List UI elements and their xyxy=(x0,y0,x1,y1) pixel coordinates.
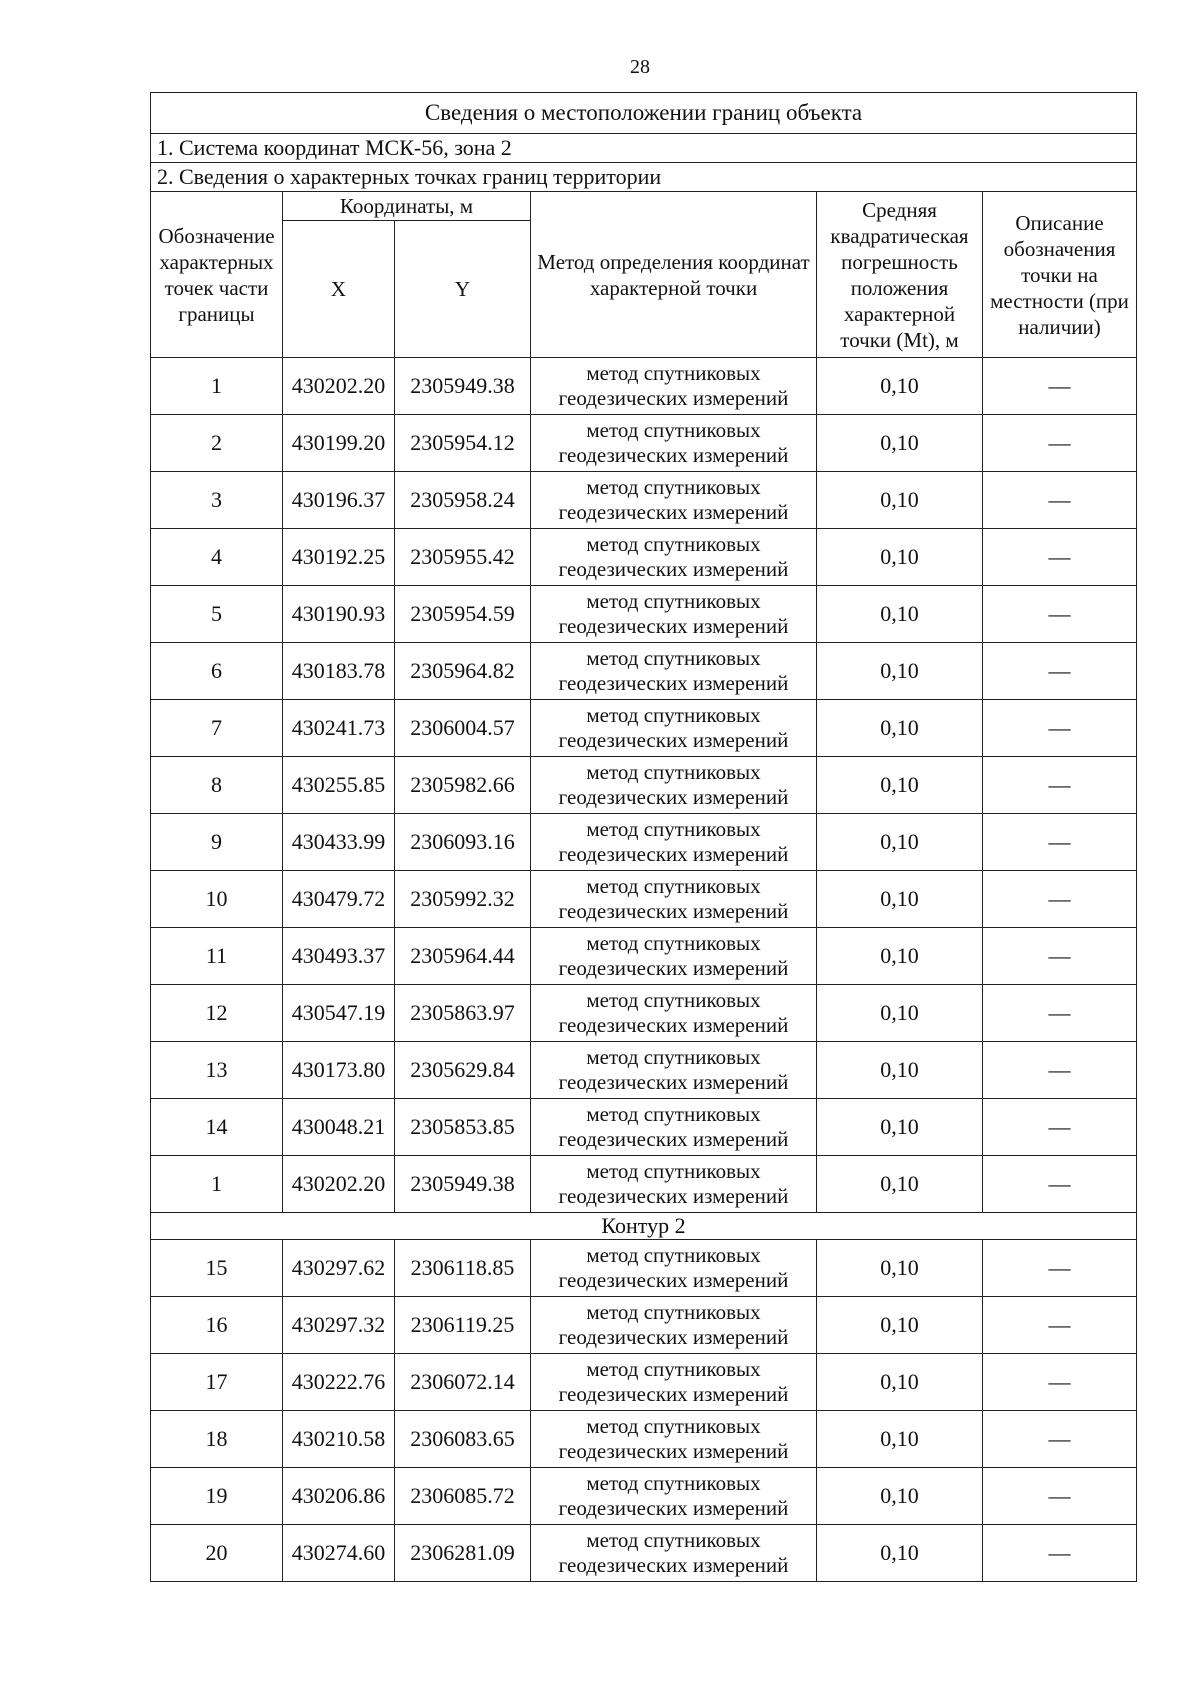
table-row xyxy=(151,1099,1137,1156)
mean-error-cell: 0,10 xyxy=(817,1354,983,1411)
table-row xyxy=(151,643,1137,700)
table-row xyxy=(151,928,1137,985)
coord-y-cell: 2305992.32 xyxy=(395,871,531,928)
point-description-cell: — xyxy=(983,643,1137,700)
point-number-cell: 18 xyxy=(151,1411,283,1468)
coord-y-cell: 2306085.72 xyxy=(395,1468,531,1525)
mean-error-cell: 0,10 xyxy=(817,643,983,700)
header-error: Средняя квадратическая погрешность положения характерной точки (Mt), м xyxy=(817,192,983,358)
mean-error-cell: 0,10 xyxy=(817,700,983,757)
method-cell: метод спутниковых геодезических измерений xyxy=(531,643,817,700)
coord-y-cell: 2305955.42 xyxy=(395,529,531,586)
point-description-cell: — xyxy=(983,1240,1137,1297)
point-description-cell: — xyxy=(983,814,1137,871)
method-cell: метод спутниковых геодезических измерений xyxy=(531,1240,817,1297)
coord-x-cell: 430433.99 xyxy=(283,814,395,871)
coord-x-cell: 430048.21 xyxy=(283,1099,395,1156)
table-row xyxy=(151,814,1137,871)
coord-y-cell: 2305949.38 xyxy=(395,1156,531,1213)
coord-y-cell: 2305964.44 xyxy=(395,928,531,985)
point-description-cell: — xyxy=(983,529,1137,586)
mean-error-cell: 0,10 xyxy=(817,415,983,472)
point-number-cell: 13 xyxy=(151,1042,283,1099)
point-description-cell: — xyxy=(983,472,1137,529)
table-row xyxy=(151,1468,1137,1525)
mean-error-cell: 0,10 xyxy=(817,1411,983,1468)
method-cell: метод спутниковых геодезических измерений xyxy=(531,1411,817,1468)
header-coordinates: Координаты, м xyxy=(283,192,531,221)
point-description-cell: — xyxy=(983,586,1137,643)
coord-y-cell: 2305949.38 xyxy=(395,358,531,415)
header-y: Y xyxy=(395,221,531,358)
point-number-cell: 20 xyxy=(151,1525,283,1582)
point-description-cell: — xyxy=(983,1042,1137,1099)
coord-x-cell: 430274.60 xyxy=(283,1525,395,1582)
method-cell: метод спутниковых геодезических измерений xyxy=(531,1525,817,1582)
point-number-cell: 8 xyxy=(151,757,283,814)
coord-y-cell: 2306004.57 xyxy=(395,700,531,757)
coord-y-cell: 2305982.66 xyxy=(395,757,531,814)
point-description-cell: — xyxy=(983,871,1137,928)
mean-error-cell: 0,10 xyxy=(817,871,983,928)
coord-x-cell: 430192.25 xyxy=(283,529,395,586)
mean-error-cell: 0,10 xyxy=(817,358,983,415)
coord-y-cell: 2305629.84 xyxy=(395,1042,531,1099)
mean-error-cell: 0,10 xyxy=(817,985,983,1042)
point-number-cell: 1 xyxy=(151,358,283,415)
coord-x-cell: 430183.78 xyxy=(283,643,395,700)
method-cell: метод спутниковых геодезических измерений xyxy=(531,814,817,871)
method-cell: метод спутниковых геодезических измерений xyxy=(531,985,817,1042)
coord-y-cell: 2306072.14 xyxy=(395,1354,531,1411)
method-cell: метод спутниковых геодезических измерений xyxy=(531,472,817,529)
page-number: 28 xyxy=(630,56,650,78)
method-cell: метод спутниковых геодезических измерений xyxy=(531,871,817,928)
header-designation: Обозначение характерных точек части границы xyxy=(151,192,283,358)
points-info-line: 2. Сведения о характерных точках границ территории xyxy=(151,163,1137,192)
point-description-cell: — xyxy=(983,985,1137,1042)
coordinate-system-line: 1. Система координат МСК-56, зона 2 xyxy=(151,134,1137,163)
coord-y-cell: 2305954.59 xyxy=(395,586,531,643)
table-row xyxy=(151,1156,1137,1213)
mean-error-cell: 0,10 xyxy=(817,1468,983,1525)
point-description-cell: — xyxy=(983,757,1137,814)
point-number-cell: 6 xyxy=(151,643,283,700)
table-row xyxy=(151,700,1137,757)
mean-error-cell: 0,10 xyxy=(817,757,983,814)
method-cell: метод спутниковых геодезических измерений xyxy=(531,1468,817,1525)
coord-x-cell: 430547.19 xyxy=(283,985,395,1042)
point-number-cell: 10 xyxy=(151,871,283,928)
table-row xyxy=(151,757,1137,814)
table-title: Сведения о местоположении границ объекта xyxy=(151,93,1137,134)
coord-x-cell: 430479.72 xyxy=(283,871,395,928)
coord-y-cell: 2305853.85 xyxy=(395,1099,531,1156)
method-cell: метод спутниковых геодезических измерений xyxy=(531,1297,817,1354)
table-row xyxy=(151,1240,1137,1297)
point-number-cell: 1 xyxy=(151,1156,283,1213)
method-cell: метод спутниковых геодезических измерений xyxy=(531,1156,817,1213)
method-cell: метод спутниковых геодезических измерений xyxy=(531,757,817,814)
mean-error-cell: 0,10 xyxy=(817,1099,983,1156)
coord-x-cell: 430206.86 xyxy=(283,1468,395,1525)
point-number-cell: 12 xyxy=(151,985,283,1042)
point-description-cell: — xyxy=(983,700,1137,757)
point-description-cell: — xyxy=(983,1099,1137,1156)
table-row xyxy=(151,472,1137,529)
mean-error-cell: 0,10 xyxy=(817,586,983,643)
method-cell: метод спутниковых геодезических измерений xyxy=(531,358,817,415)
mean-error-cell: 0,10 xyxy=(817,1297,983,1354)
point-description-cell: — xyxy=(983,1411,1137,1468)
coord-y-cell: 2306118.85 xyxy=(395,1240,531,1297)
table-row xyxy=(151,871,1137,928)
point-number-cell: 15 xyxy=(151,1240,283,1297)
mean-error-cell: 0,10 xyxy=(817,928,983,985)
coord-y-cell: 2306093.16 xyxy=(395,814,531,871)
table-row xyxy=(151,985,1137,1042)
coord-x-cell: 430241.73 xyxy=(283,700,395,757)
table-row xyxy=(151,358,1137,415)
coord-x-cell: 430297.62 xyxy=(283,1240,395,1297)
coord-x-cell: 430190.93 xyxy=(283,586,395,643)
table-row xyxy=(151,1354,1137,1411)
point-description-cell: — xyxy=(983,1156,1137,1213)
table-row xyxy=(151,1525,1137,1582)
coord-x-cell: 430202.20 xyxy=(283,358,395,415)
header-x: X xyxy=(283,221,395,358)
coord-x-cell: 430255.85 xyxy=(283,757,395,814)
coord-x-cell: 430199.20 xyxy=(283,415,395,472)
point-number-cell: 9 xyxy=(151,814,283,871)
method-cell: метод спутниковых геодезических измерений xyxy=(531,415,817,472)
table-row xyxy=(151,586,1137,643)
method-cell: метод спутниковых геодезических измерений xyxy=(531,928,817,985)
table-row xyxy=(151,529,1137,586)
method-cell: метод спутниковых геодезических измерений xyxy=(531,586,817,643)
coord-y-cell: 2305964.82 xyxy=(395,643,531,700)
mean-error-cell: 0,10 xyxy=(817,814,983,871)
header-method: Метод определения координат характерной точки xyxy=(531,192,817,358)
header-description: Описание обозначения точки на местности (при наличии) xyxy=(983,192,1137,358)
coord-x-cell: 430222.76 xyxy=(283,1354,395,1411)
point-description-cell: — xyxy=(983,1525,1137,1582)
method-cell: метод спутниковых геодезических измерений xyxy=(531,1354,817,1411)
coord-y-cell: 2306281.09 xyxy=(395,1525,531,1582)
coord-x-cell: 430173.80 xyxy=(283,1042,395,1099)
point-description-cell: — xyxy=(983,928,1137,985)
point-description-cell: — xyxy=(983,1297,1137,1354)
coord-y-cell: 2306083.65 xyxy=(395,1411,531,1468)
coord-x-cell: 430196.37 xyxy=(283,472,395,529)
mean-error-cell: 0,10 xyxy=(817,1156,983,1213)
table-row xyxy=(151,1042,1137,1099)
point-number-cell: 3 xyxy=(151,472,283,529)
point-number-cell: 14 xyxy=(151,1099,283,1156)
point-number-cell: 7 xyxy=(151,700,283,757)
point-number-cell: 4 xyxy=(151,529,283,586)
method-cell: метод спутниковых геодезических измерений xyxy=(531,1099,817,1156)
coord-x-cell: 430210.58 xyxy=(283,1411,395,1468)
contour-2-label: Контур 2 xyxy=(151,1213,1137,1240)
mean-error-cell: 0,10 xyxy=(817,472,983,529)
coord-x-cell: 430202.20 xyxy=(283,1156,395,1213)
point-number-cell: 17 xyxy=(151,1354,283,1411)
coord-y-cell: 2306119.25 xyxy=(395,1297,531,1354)
point-description-cell: — xyxy=(983,415,1137,472)
table-row xyxy=(151,1411,1137,1468)
coord-x-cell: 430297.32 xyxy=(283,1297,395,1354)
table-row xyxy=(151,415,1137,472)
mean-error-cell: 0,10 xyxy=(817,1240,983,1297)
point-description-cell: — xyxy=(983,1354,1137,1411)
method-cell: метод спутниковых геодезических измерений xyxy=(531,529,817,586)
coord-y-cell: 2305954.12 xyxy=(395,415,531,472)
table-row xyxy=(151,1297,1137,1354)
point-number-cell: 16 xyxy=(151,1297,283,1354)
point-number-cell: 11 xyxy=(151,928,283,985)
method-cell: метод спутниковых геодезических измерений xyxy=(531,700,817,757)
point-description-cell: — xyxy=(983,358,1137,415)
method-cell: метод спутниковых геодезических измерений xyxy=(531,1042,817,1099)
coord-x-cell: 430493.37 xyxy=(283,928,395,985)
mean-error-cell: 0,10 xyxy=(817,529,983,586)
point-number-cell: 2 xyxy=(151,415,283,472)
mean-error-cell: 0,10 xyxy=(817,1042,983,1099)
coord-y-cell: 2305958.24 xyxy=(395,472,531,529)
point-description-cell: — xyxy=(983,1468,1137,1525)
boundary-table xyxy=(150,92,1137,1582)
point-number-cell: 5 xyxy=(151,586,283,643)
mean-error-cell: 0,10 xyxy=(817,1525,983,1582)
coord-y-cell: 2305863.97 xyxy=(395,985,531,1042)
point-number-cell: 19 xyxy=(151,1468,283,1525)
